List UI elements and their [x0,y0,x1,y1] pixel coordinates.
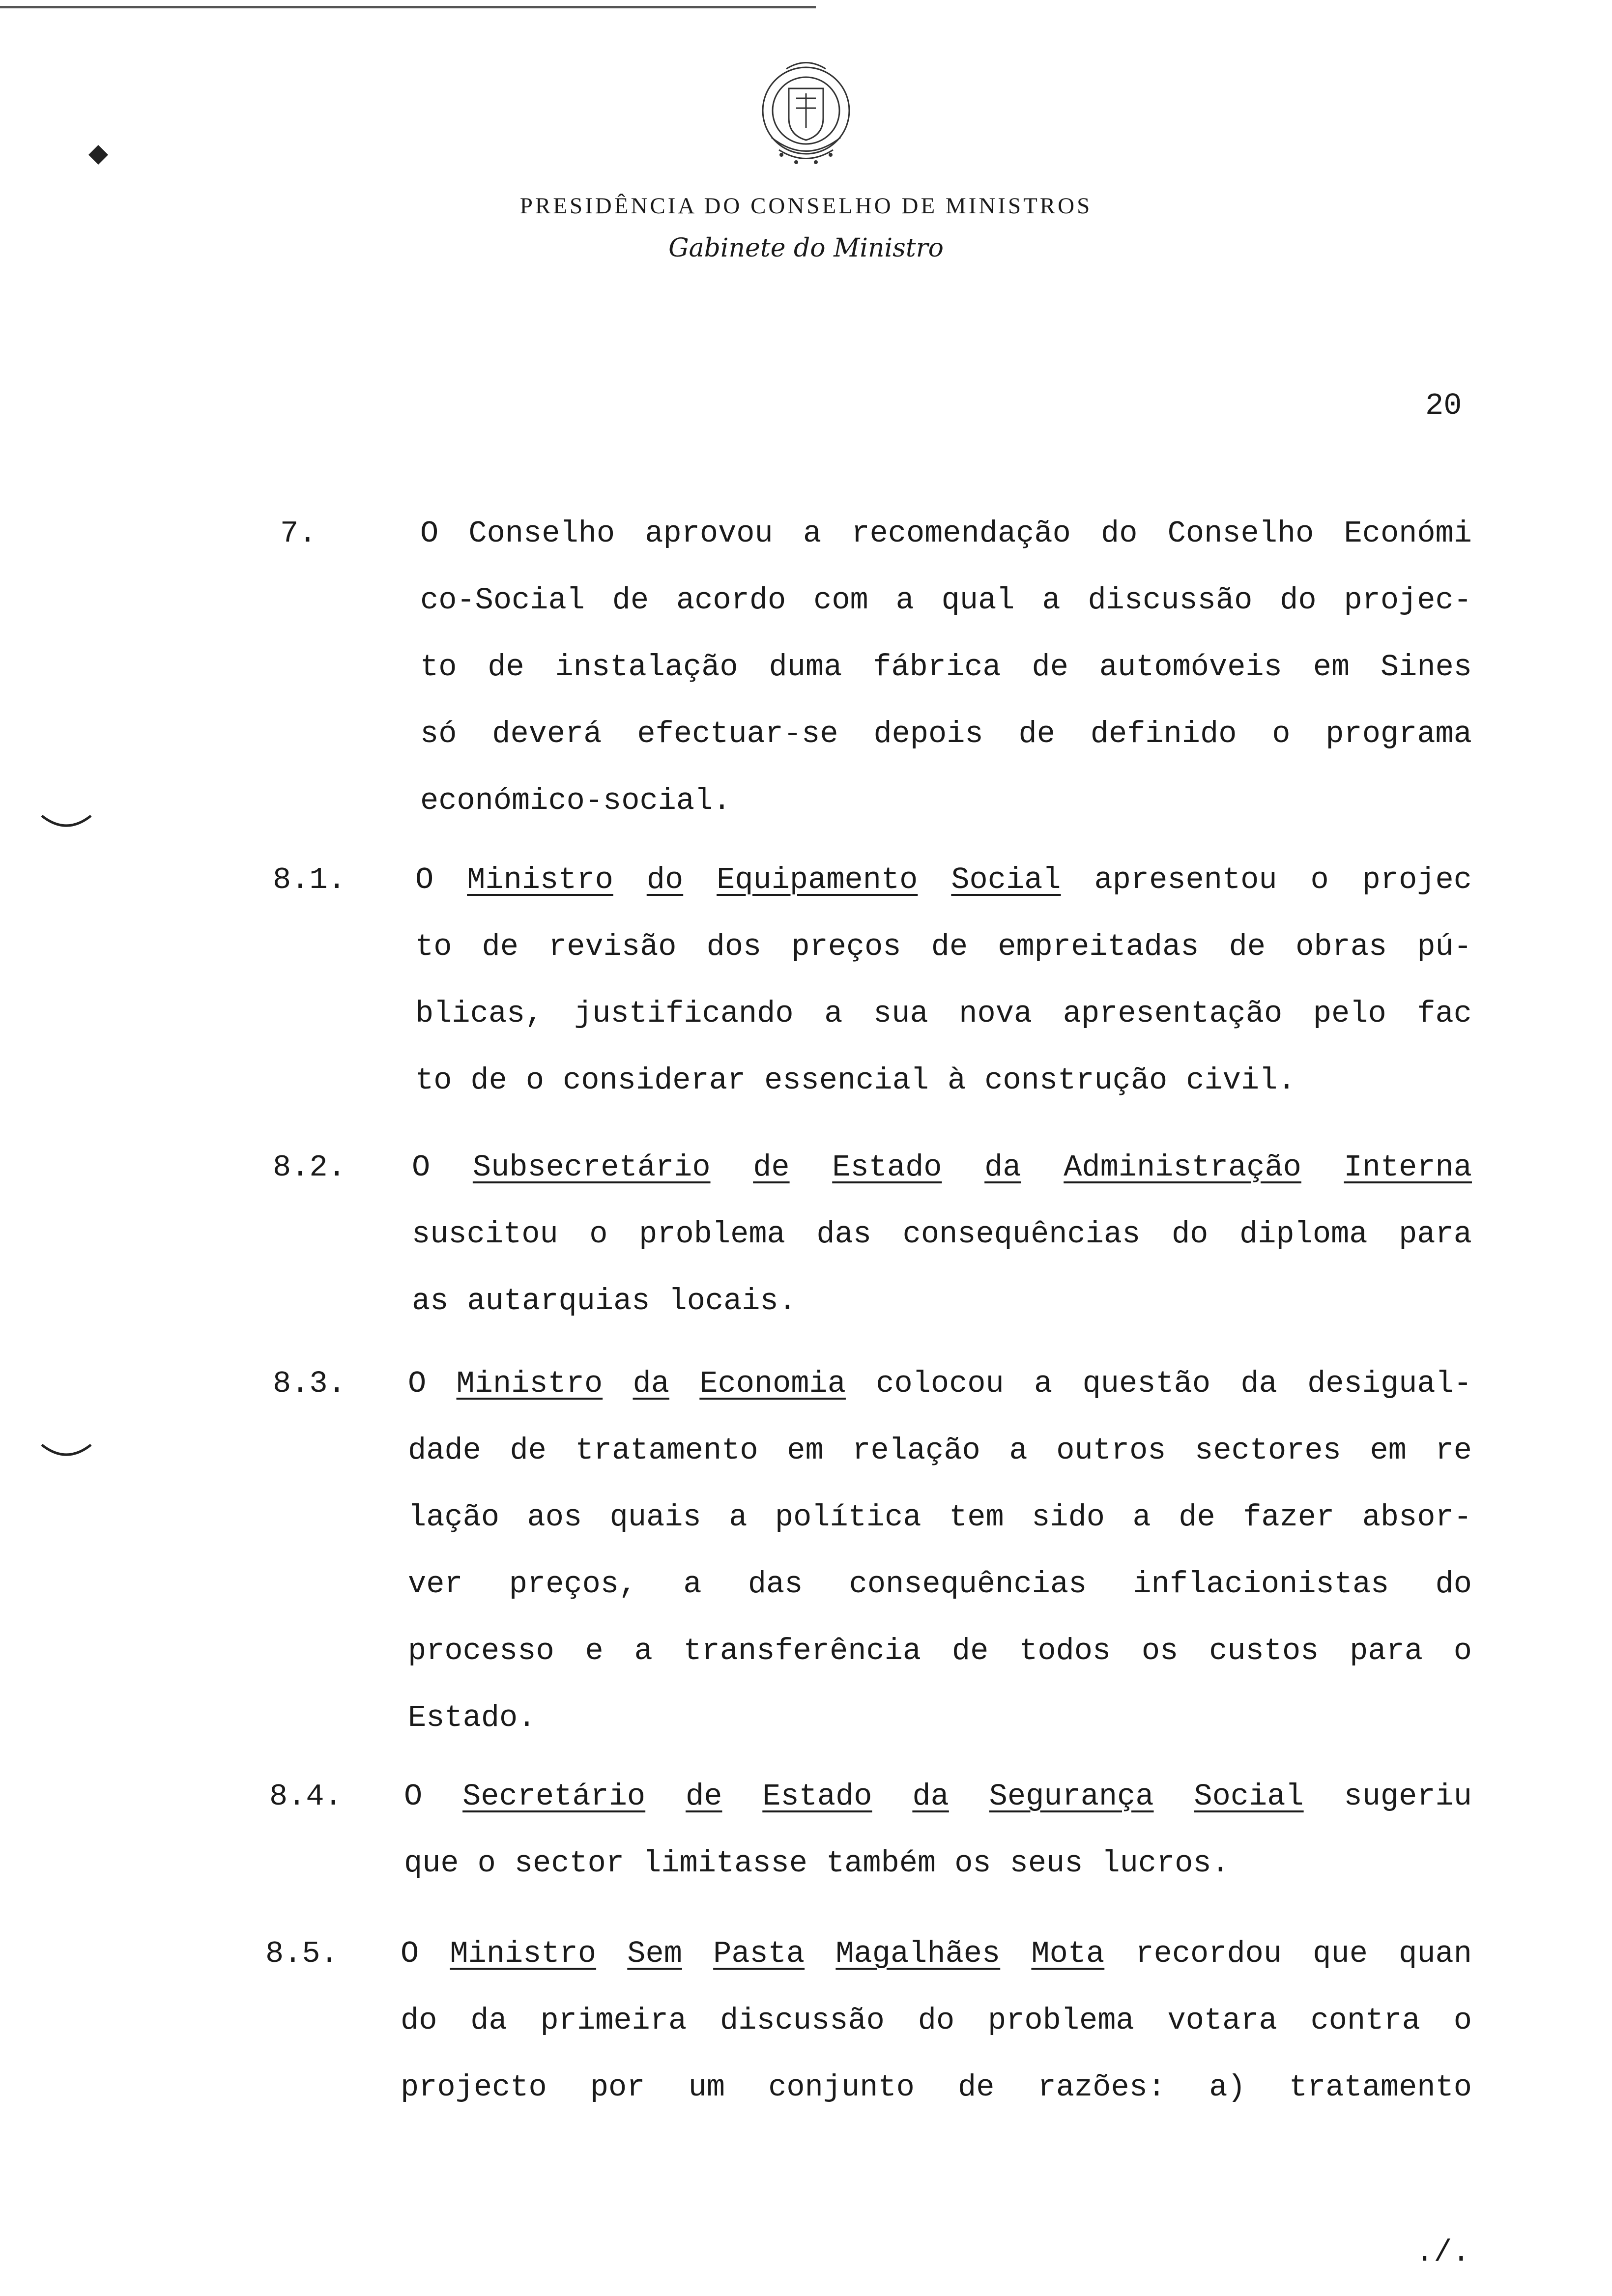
word: a [824,996,843,1031]
word: re [1435,1433,1472,1468]
text-line [415,862,1472,897]
word: consequências [902,1217,1141,1252]
word: pelo [1313,996,1386,1031]
word: só [420,717,457,751]
word: construção [984,1063,1168,1098]
word: lação [408,1500,500,1535]
word: para [1350,1634,1423,1668]
underlined-name: de [686,1779,722,1814]
underlined-name: Administração [1064,1150,1301,1185]
word: locais. [668,1284,797,1319]
word: a [1034,1366,1053,1401]
word: suscitou [412,1217,558,1252]
word: to [420,650,457,685]
underlined-name: Equipamento [717,862,918,897]
word: razões: [1037,2070,1166,2105]
word: efectuar-se [637,717,838,751]
word: transferência [683,1634,921,1668]
word: sido [1032,1500,1105,1535]
word: de [612,583,649,618]
text-line [412,1150,1472,1185]
word: recomendação [851,516,1071,551]
word: as [412,1284,449,1319]
word: para [1399,1217,1472,1252]
underlined-name: Segurança [989,1779,1154,1814]
text-line [401,1936,1472,1971]
word: absor- [1362,1500,1472,1535]
underlined-name: Magalhães [835,1936,1001,1971]
word: que [404,1846,459,1881]
text-line [420,650,1472,685]
word: a [1042,583,1061,618]
text-line [408,1500,1472,1535]
word: quais [609,1500,701,1535]
word: a) [1209,2070,1246,2105]
word: processo [408,1634,554,1668]
word: de [1179,1500,1215,1535]
text-line [408,1366,1472,1401]
word: de [482,929,518,964]
word: apresentação [1063,996,1283,1031]
word: obras [1295,929,1387,964]
word: que [1313,1936,1368,1971]
text-line [412,1284,797,1319]
text-line [408,1567,1472,1602]
word: do [401,2003,437,2038]
word: projec [1362,862,1472,897]
text-line [401,2003,1472,2038]
word: seus [1009,1846,1083,1881]
word: fábrica [873,650,1001,685]
word: a [803,516,822,551]
word: o [1310,862,1329,897]
word: Estado. [408,1700,536,1735]
text-line [415,996,1472,1031]
word: em [787,1433,824,1468]
underlined-name: Ministro [456,1366,603,1401]
word: das [748,1567,803,1602]
text-line [408,1634,1472,1668]
word: O [401,1936,419,1971]
underlined-name: Pasta [713,1936,805,1971]
word: primeira [540,2003,687,2038]
underlined-name: da [633,1366,669,1401]
word: de [1018,717,1055,751]
word: Conselho [468,516,615,551]
word: aprovou [645,516,773,551]
text-line [420,783,731,818]
word: tratamento [575,1433,758,1468]
word: de [1032,650,1068,685]
word: civil. [1186,1063,1296,1098]
word: a [1132,1500,1151,1535]
text-line [404,1846,1230,1881]
word: de [510,1433,547,1468]
word: sectores [1195,1433,1341,1468]
word: tratamento [1289,2070,1472,2105]
word: preços, [509,1567,637,1602]
word: depois [873,717,983,751]
text-line [408,1433,1472,1468]
word: definido [1090,717,1237,751]
word: qual [941,583,1015,618]
word: das [816,1217,872,1252]
word: o [525,1063,545,1098]
item-number: 8.5. [265,1936,339,1971]
text-line [415,929,1472,964]
underlined-name: Economia [699,1366,846,1401]
word: empreitadas [998,929,1199,964]
underlined-name: da [984,1150,1021,1185]
word: o [1453,1634,1472,1668]
word: co-Social [420,583,585,618]
word: O [412,1150,431,1185]
scan-mark-icon [84,143,113,167]
word: a [1009,1433,1028,1468]
word: blicas, [415,996,544,1031]
word: discussão [1088,583,1253,618]
word: de [1229,929,1266,964]
word: fazer [1243,1500,1335,1535]
word: sua [873,996,928,1031]
word: preços [791,929,901,964]
word: os [1141,1634,1179,1668]
word: a [683,1567,702,1602]
word: a [634,1634,653,1668]
word: sector [514,1846,625,1881]
word: custos [1209,1634,1319,1668]
word: Económi [1344,516,1472,551]
word: Conselho [1167,516,1314,551]
word: contra [1310,2003,1420,2038]
word: conjunto [768,2070,915,2105]
word: colocou [876,1366,1004,1401]
word: de [470,1063,507,1098]
text-line [408,1700,536,1735]
continuation-mark: ./. [1415,2235,1470,2270]
word: sugeriu [1344,1779,1472,1814]
item-number: 8.1. [273,862,346,897]
word: da [470,2003,507,2038]
word: em [1370,1433,1407,1468]
top-edge-line [0,6,816,8]
word: justificando [574,996,794,1031]
word: o [477,1846,496,1881]
word: revisão [548,929,677,964]
word: programa [1325,717,1472,751]
word: política [775,1500,921,1535]
word: fac [1417,996,1472,1031]
word: outros [1056,1433,1166,1468]
word: to [415,929,452,964]
word: também [826,1846,936,1881]
word: apresentou [1094,862,1277,897]
underlined-name: de [753,1150,790,1185]
word: o [1272,717,1291,751]
word: relação [852,1433,980,1468]
word: a [895,583,914,618]
word: dos [706,929,762,964]
underlined-name: Ministro [450,1936,597,1971]
word: votara [1167,2003,1277,2038]
underlined-name: Interna [1344,1150,1472,1185]
word: inflacionistas [1133,1567,1389,1602]
page-number: 20 [1425,388,1462,423]
word: deverá [492,717,602,751]
text-line [420,583,1472,618]
text-line [420,717,1472,751]
coat-of-arms-icon [742,54,870,177]
word: O [415,862,434,897]
word: com [813,583,868,618]
word: pú- [1417,929,1472,964]
word: tem [949,1500,1004,1535]
word: de [951,1634,989,1668]
word: o [589,1217,608,1252]
header-subtitle: Gabinete do Ministro [668,233,944,263]
word: da [1240,1366,1277,1401]
word: o [1453,2003,1472,2038]
underlined-name: Mota [1031,1936,1105,1971]
item-number: 8.3. [273,1366,346,1401]
word: questão [1082,1366,1211,1401]
word: do [1280,583,1317,618]
word: Sines [1380,650,1472,685]
word: por [590,2070,645,2105]
item-number: 8.4. [269,1779,343,1814]
header-title: PRESIDÊNCIA DO CONSELHO DE MINISTROS [519,193,1093,219]
word: de [931,929,968,964]
item-number: 8.2. [273,1150,346,1185]
underlined-name: Estado [832,1150,942,1185]
word: do [1101,516,1138,551]
word: problema [988,2003,1134,2038]
text-line [401,2070,1472,2105]
word: aos [527,1500,582,1535]
word: projec- [1344,583,1472,618]
word: limitasse [643,1846,807,1881]
underlined-name: Subsecretário [472,1150,711,1185]
word: a [729,1500,748,1535]
word: consequências [849,1567,1087,1602]
word: quan [1399,1936,1472,1971]
word: essencial [764,1063,929,1098]
punch-hole-mark-icon [39,811,93,835]
word: diploma [1239,1217,1368,1252]
word: nova [959,996,1033,1031]
word: económico-social. [420,783,731,818]
word: instalação [555,650,738,685]
word: O [420,516,439,551]
word: de [488,650,524,685]
text-line [415,1063,1296,1098]
word: acordo [676,583,786,618]
word: do [1435,1567,1472,1602]
word: em [1313,650,1350,685]
word: ver [408,1567,463,1602]
word: um [688,2070,725,2105]
text-line [420,516,1472,551]
text-line [412,1217,1472,1252]
underlined-name: Ministro [467,862,613,897]
word: do [918,2003,955,2038]
word: dade [408,1433,481,1468]
underlined-name: Secretário [462,1779,646,1814]
word: autarquias [467,1284,650,1319]
word: os [954,1846,991,1881]
word: de [958,2070,995,2105]
word: automóveis [1099,650,1282,685]
word: desigual- [1307,1366,1472,1401]
underlined-name: Estado [762,1779,872,1814]
underlined-name: Social [951,862,1061,897]
word: discussão [720,2003,885,2038]
text-line [404,1779,1472,1814]
underlined-name: da [912,1779,949,1814]
word: todos [1019,1634,1111,1668]
item-number: 7. [280,516,317,551]
word: to [415,1063,452,1098]
punch-hole-mark-icon [39,1440,93,1464]
word: lucros. [1101,1846,1230,1881]
word: O [404,1779,423,1814]
word: duma [769,650,842,685]
underlined-name: do [646,862,684,897]
word: à [947,1063,966,1098]
word: do [1171,1217,1209,1252]
word: recordou [1135,1936,1282,1971]
word: considerar [563,1063,746,1098]
word: problema [639,1217,785,1252]
word: e [585,1634,604,1668]
underlined-name: Sem [627,1936,682,1971]
word: O [408,1366,427,1401]
underlined-name: Social [1194,1779,1304,1814]
word: projecto [401,2070,547,2105]
